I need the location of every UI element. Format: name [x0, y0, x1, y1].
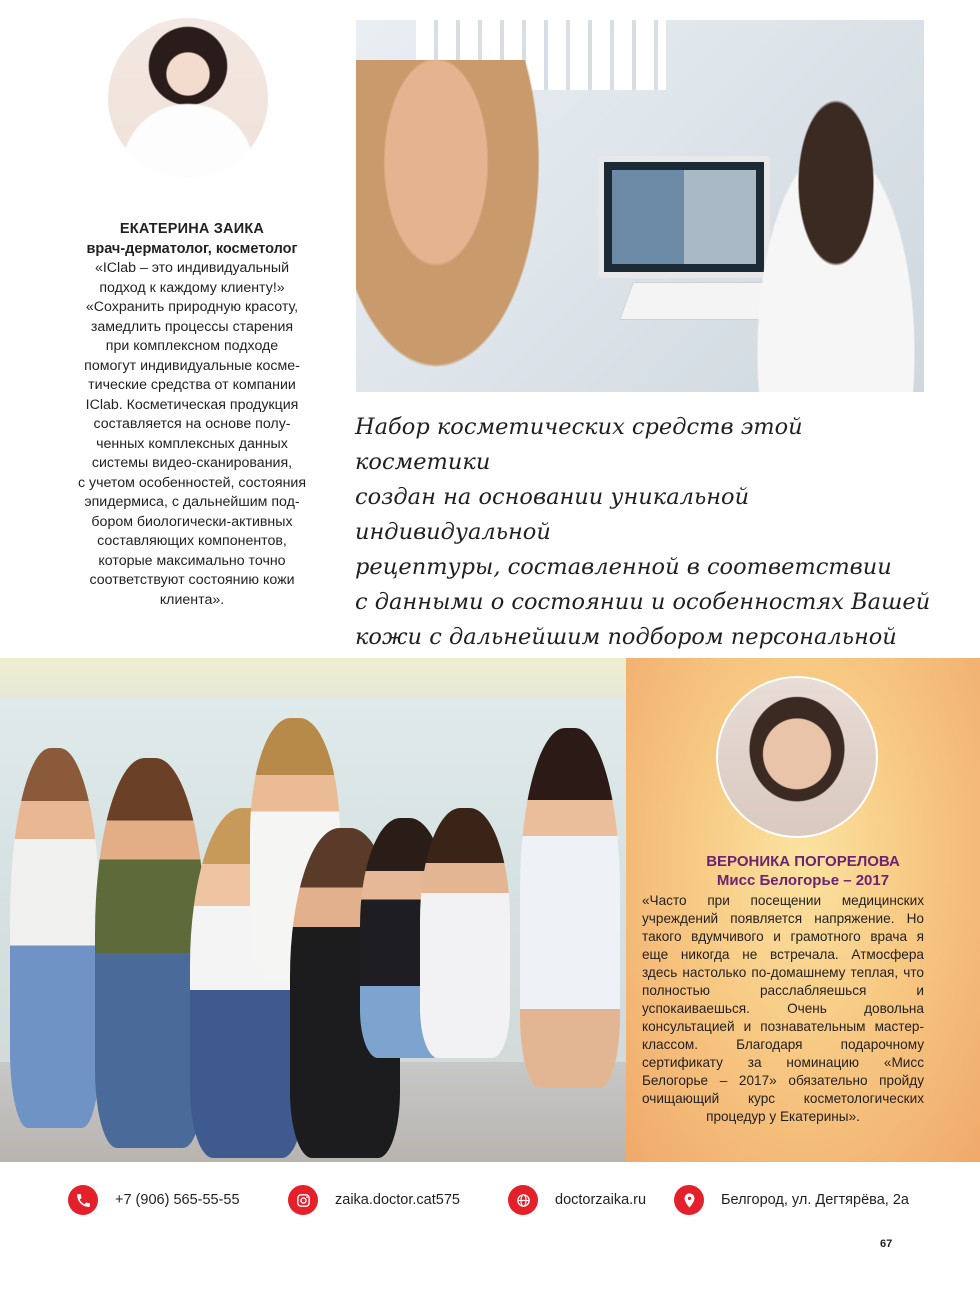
doctor-figure — [736, 90, 924, 392]
page-number: 67 — [880, 1238, 893, 1250]
doctor-line: которые максимально точно — [98, 552, 286, 569]
doctor-line: «Сохранить природную красоту, — [85, 299, 299, 315]
contact-address — [674, 1184, 909, 1216]
map-pin-icon — [674, 1185, 704, 1215]
phone-number[interactable]: +7 (906) 565-55-55 — [115, 1192, 240, 1208]
monitor-screen — [612, 170, 756, 264]
doctor-line: при комплексном подходе — [105, 338, 279, 354]
doctor-line: бором биологически-активных — [91, 513, 293, 530]
quote-line: кожи с дальнейшим подбором персональной — [355, 624, 897, 650]
doctor-line: системы видео-сканирования, — [91, 455, 293, 471]
doctor-line: подход к каждому клиенту!» — [99, 279, 285, 296]
doctor-line: замедлить процессы старения — [90, 318, 294, 335]
doctor-line: ченных комплексных данных — [96, 435, 288, 452]
quote-line: Набор косметических средств этой косметики — [355, 414, 803, 475]
doctor-role: врач-дерматолог, косметолог — [86, 240, 298, 257]
person — [95, 758, 205, 1148]
instagram-handle[interactable]: zaika.doctor.cat575 — [335, 1192, 460, 1208]
quote-line: рецептуры, составленной в соответствии — [355, 554, 892, 580]
globe-icon — [508, 1185, 538, 1215]
contact-website[interactable] — [508, 1184, 646, 1216]
contact-instagram[interactable] — [288, 1184, 460, 1216]
quote-line: создан на основании уникальной индивидуальной — [355, 484, 750, 545]
lab-photo — [356, 20, 924, 392]
website-link[interactable]: doctorzaika.ru — [555, 1192, 647, 1208]
person — [520, 728, 620, 1088]
ceiling — [0, 658, 626, 698]
doctor-info — [72, 220, 312, 610]
testimonial-text: «Часто при посещении медицинских учреждений появляется напряжение. Но такого вдумчивого и грамотного врача я еще никогда не встречала. Атмосфера здесь настолько по-домашнему теплая, что полностью расслабляешься и успокаиваешься. Очень довольна консультацией и познавательным мастер-классом. Благодаря подарочному сертификату за номинацию «Мисс Белогорье – 2017» обязательно пройду очищающий курс косметологических процедур у Екатерины». — [642, 893, 924, 1124]
person — [10, 748, 100, 1128]
phone-icon — [68, 1185, 98, 1215]
doctor-line: помогут индивидуальные косме- — [84, 357, 300, 374]
doctor-line: составляющих компонентов, — [97, 533, 287, 549]
doctor-line: соответствуют состоянию кожи — [89, 572, 295, 588]
quote-line: с данными о состоянии и особенностях Вашей — [355, 589, 931, 615]
doctor-line: эпидермиса, с дальнейшим под- — [84, 494, 300, 510]
miss-name: ВЕРОНИКА ПОГОРЕЛОВА — [706, 853, 900, 870]
doctor-line: IClab. Косметическая продукция — [85, 396, 299, 413]
miss-title: Мисс Белогорье – 2017 — [716, 872, 890, 889]
person — [420, 808, 510, 1058]
doctor-line: «IClab – это индивидуальный — [94, 260, 290, 276]
instagram-icon — [288, 1185, 318, 1215]
group-photo — [0, 658, 626, 1162]
testimonial-header — [640, 852, 966, 890]
doctor-line: с учетом особенностей, состояния — [77, 474, 307, 491]
doctor-line: составляется на основе полу- — [93, 416, 291, 432]
client-figure — [356, 60, 556, 392]
doctor-line: тические средства от компании — [88, 377, 296, 393]
doctor-name: ЕКАТЕРИНА ЗАИКА — [119, 221, 265, 237]
doctor-portrait — [108, 18, 268, 178]
address-text: Белгород, ул. Дегтярёва, 2а — [721, 1192, 909, 1208]
contact-phone[interactable] — [68, 1184, 240, 1216]
miss-portrait — [716, 676, 878, 838]
doctor-line: клиента». — [159, 591, 225, 608]
